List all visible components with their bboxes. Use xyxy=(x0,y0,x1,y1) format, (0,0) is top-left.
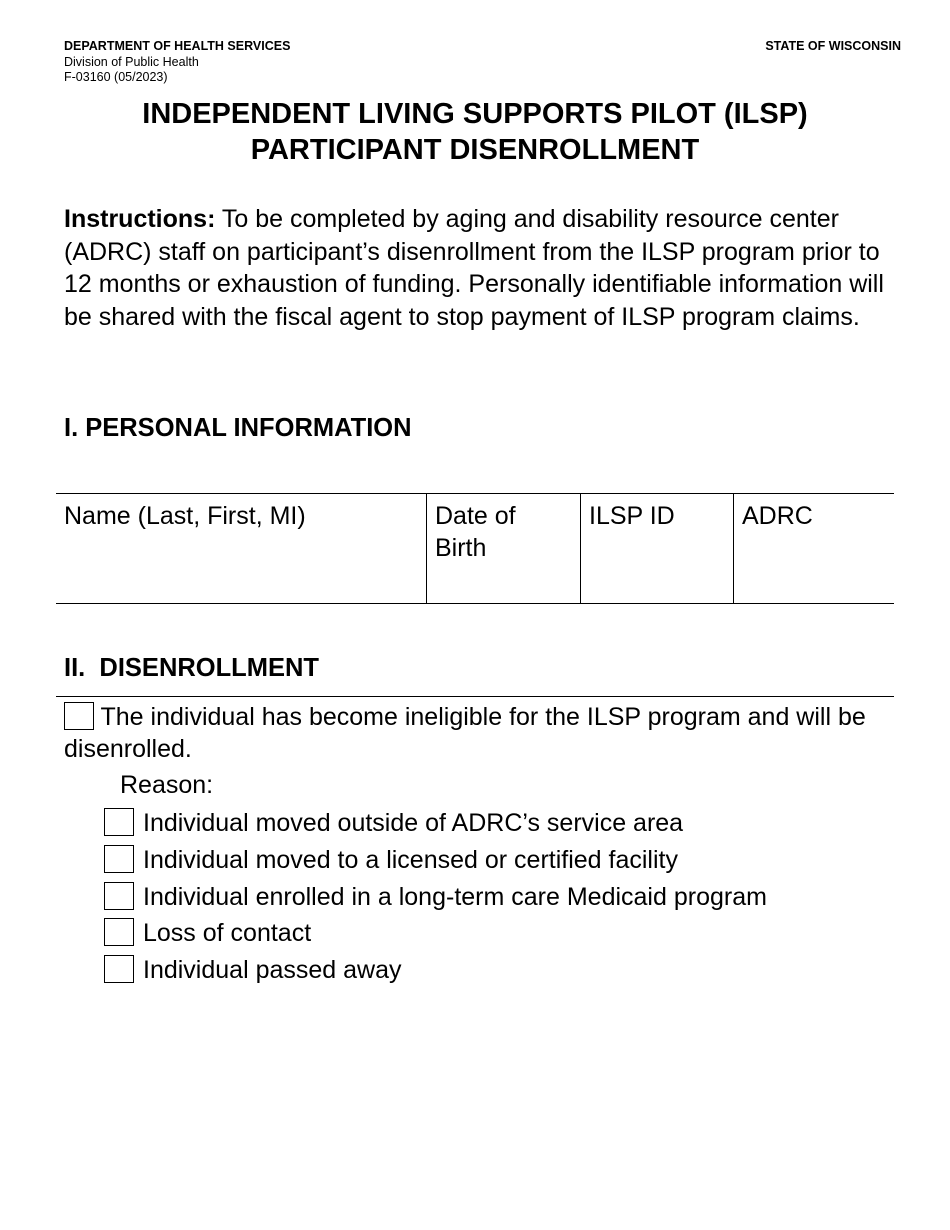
form-title xyxy=(0,96,950,168)
adrc-field[interactable] xyxy=(734,494,895,604)
name-field[interactable] xyxy=(56,494,427,604)
reason-moved-to-facility-checkbox[interactable] xyxy=(104,845,134,873)
form-number: F-03160 (05/2023) xyxy=(64,70,168,84)
ineligible-statement xyxy=(64,701,884,765)
reason-passed-away-checkbox[interactable] xyxy=(104,955,134,983)
list-item xyxy=(104,881,767,918)
state-name: STATE OF WISCONSIN xyxy=(765,39,901,53)
ineligible-statement-text: The individual has become ineligible for the ILSP program and will be disenrolled. xyxy=(64,703,866,763)
reason-medicaid-program-checkbox[interactable] xyxy=(104,882,134,910)
form-title-line-2: PARTICIPANT DISENROLLMENT xyxy=(250,134,700,166)
list-item xyxy=(104,807,767,844)
section-disenrollment-heading xyxy=(64,654,319,683)
instructions-text: To be completed by aging and disability resource center (ADRC) staff on participant’s disenrollment from the ILSP program prior to 12 months or exhaustion of funding. Personally identifiable information will be shared with the fiscal agent to stop payment of ILSP program claims. xyxy=(64,205,884,331)
reason-moved-to-facility-label: Individual moved to a licensed or certified facility xyxy=(143,845,678,874)
reason-medicaid-program-label: Individual enrolled in a long-term care Medicaid program xyxy=(143,882,767,911)
instructions xyxy=(64,203,884,333)
form-title-line-1: INDEPENDENT LIVING SUPPORTS PILOT (ILSP) xyxy=(142,98,808,130)
personal-information-table xyxy=(56,493,894,604)
reason-list xyxy=(104,807,767,991)
date-of-birth-field[interactable] xyxy=(427,494,581,604)
table-row xyxy=(56,494,894,604)
adrc-field-label: ADRC xyxy=(742,502,813,530)
list-item xyxy=(104,844,767,881)
reason-moved-outside-label: Individual moved outside of ADRC’s service area xyxy=(143,809,684,837)
ilsp-id-field-label: ILSP ID xyxy=(589,502,675,530)
form-header-left xyxy=(64,39,290,86)
reason-loss-of-contact-checkbox[interactable] xyxy=(104,918,134,946)
date-of-birth-field-label: Date of Birth xyxy=(435,502,516,562)
ineligible-checkbox[interactable] xyxy=(64,702,94,730)
section-personal-information-heading: I. PERSONAL INFORMATION xyxy=(64,414,412,442)
reason-moved-outside-checkbox[interactable] xyxy=(104,808,134,836)
instructions-label: Instructions: xyxy=(64,205,216,233)
ilsp-id-field[interactable] xyxy=(581,494,734,604)
department-name: DEPARTMENT OF HEALTH SERVICES xyxy=(64,39,291,53)
division-name: Division of Public Health xyxy=(64,54,199,69)
reason-passed-away-label: Individual passed away xyxy=(143,956,402,985)
section-divider xyxy=(56,696,894,697)
list-item xyxy=(104,954,767,991)
reason-label: Reason: xyxy=(120,771,214,799)
list-item xyxy=(104,917,767,954)
reason-loss-of-contact-label: Loss of contact xyxy=(143,919,312,948)
section-disenrollment-heading-text: II. DISENROLLMENT xyxy=(64,654,319,682)
name-field-label: Name (Last, First, MI) xyxy=(64,502,306,530)
